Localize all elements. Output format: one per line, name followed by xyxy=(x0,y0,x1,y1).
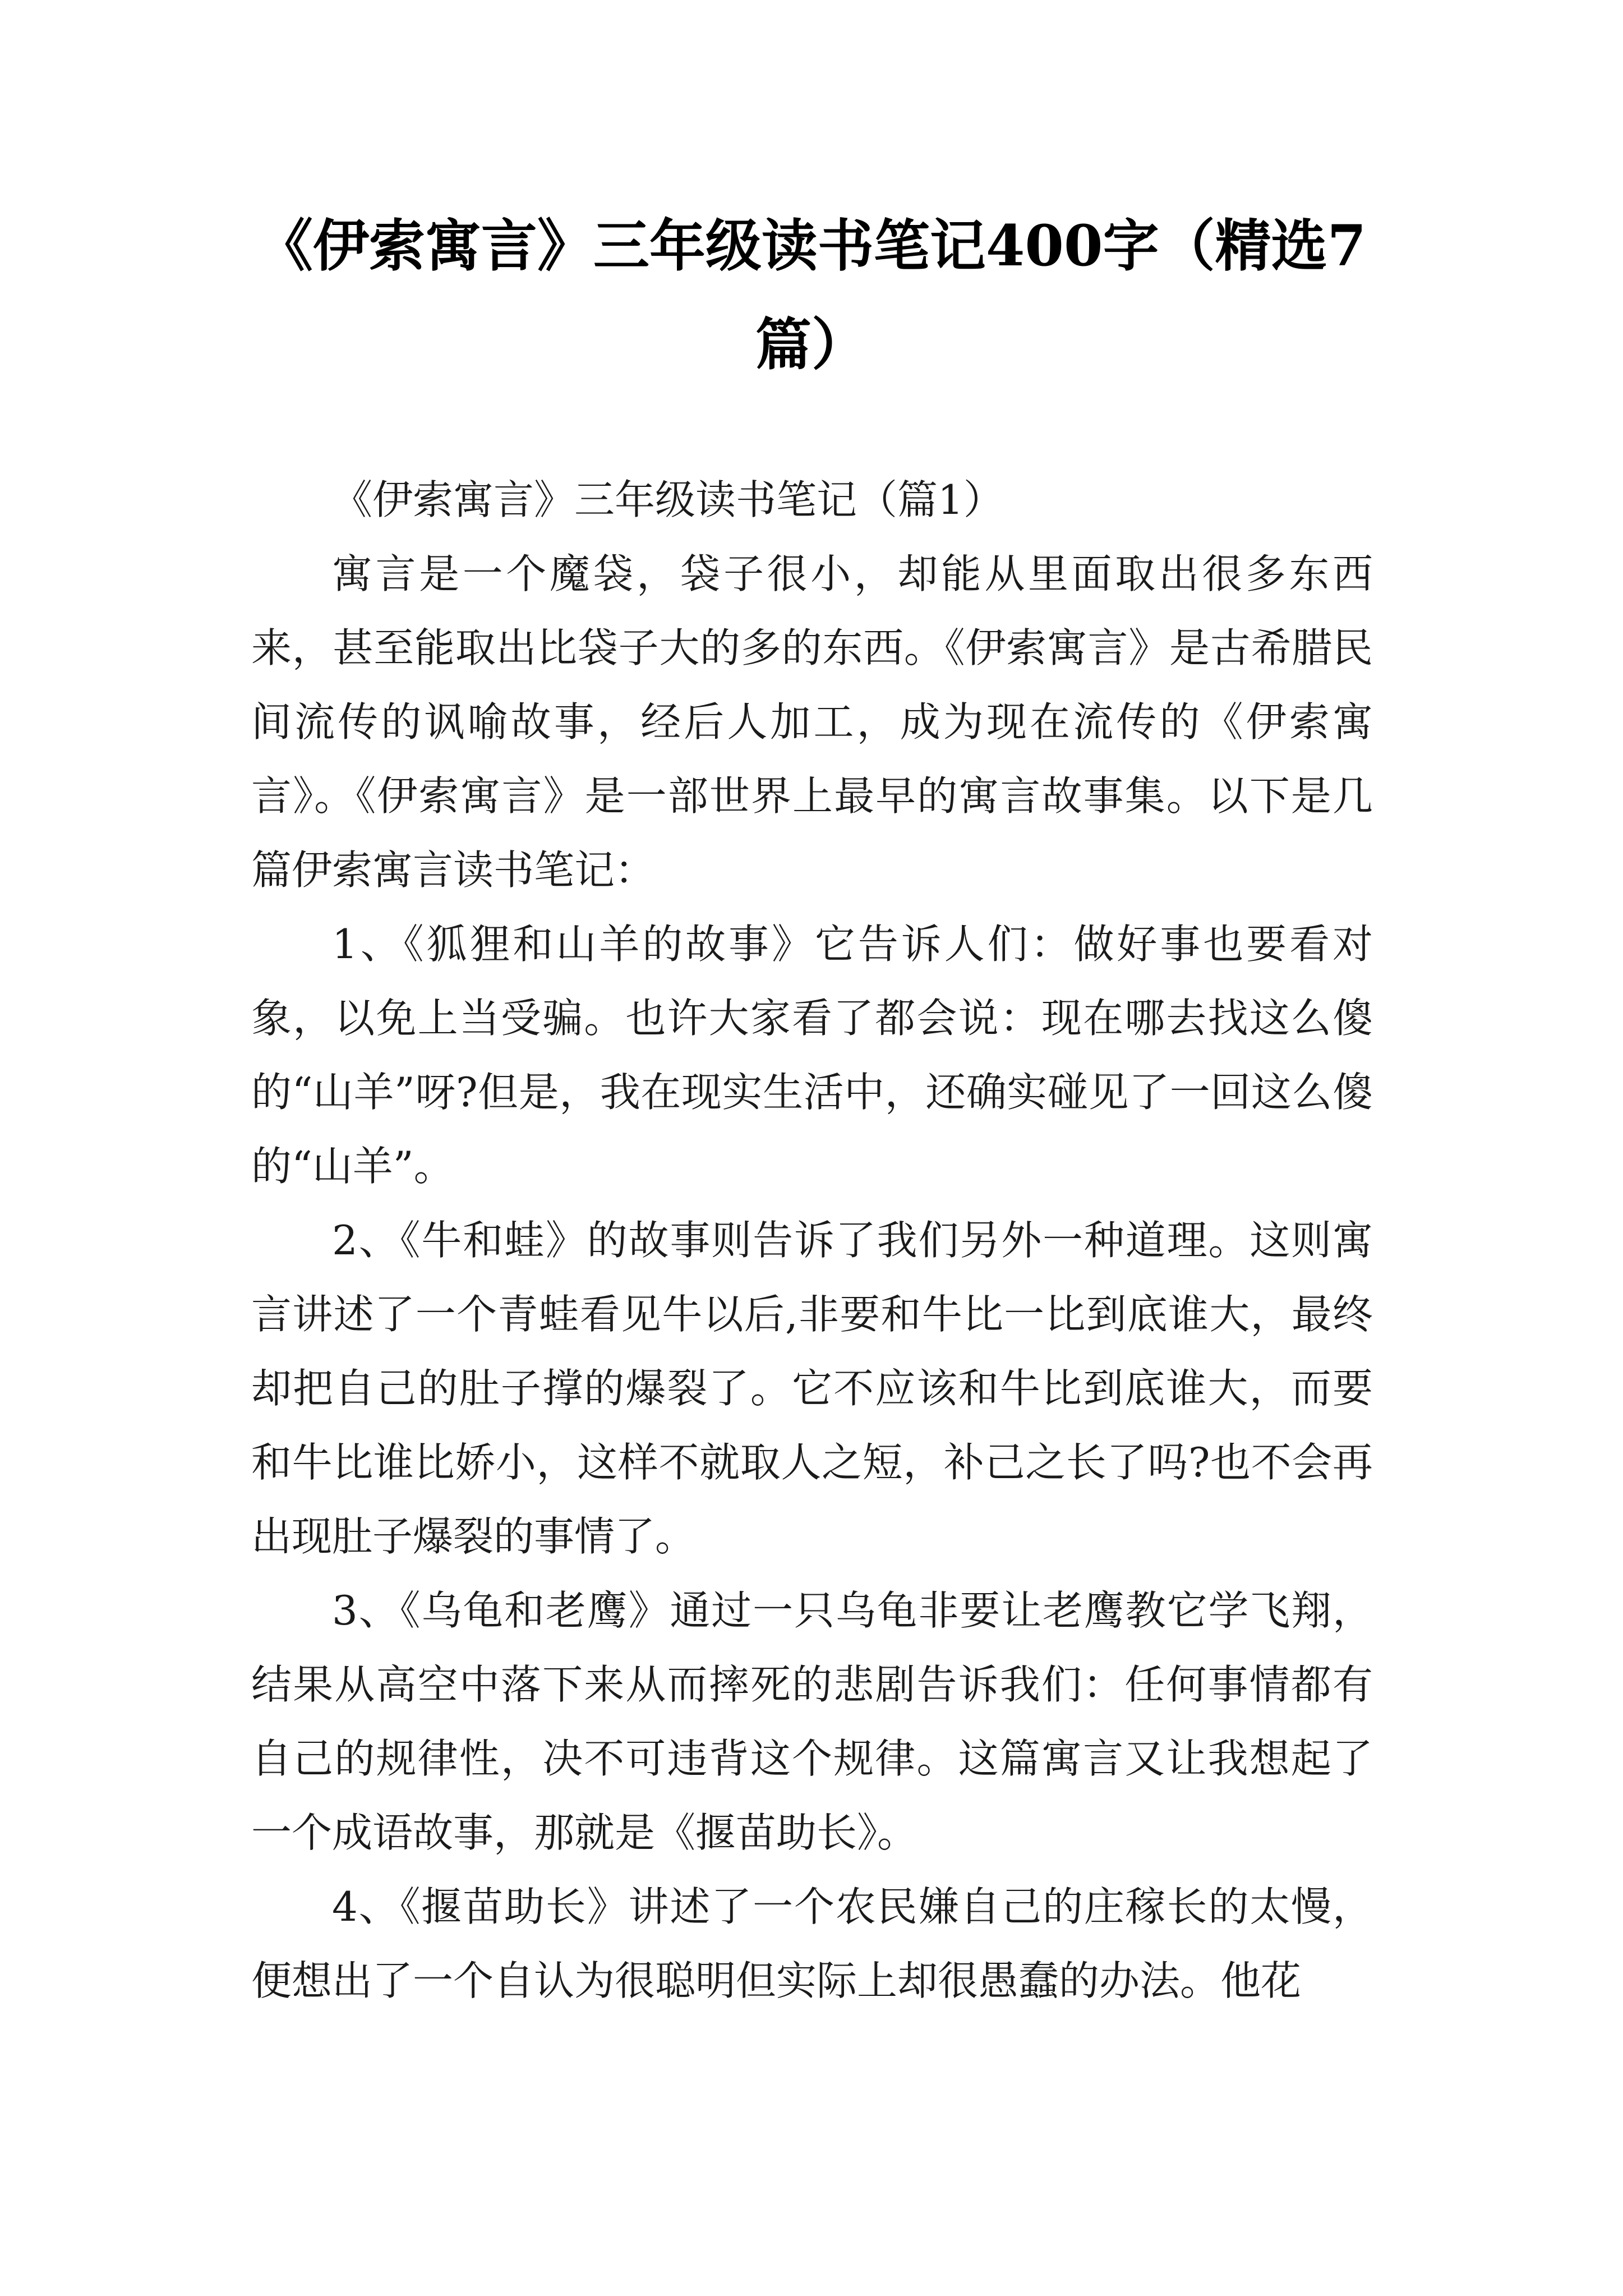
paragraph-pulling-seedlings: 4、《揠苗助长》讲述了一个农民嫌自己的庄稼长的太慢，便想出了一个自认为很聪明但实际上却很愚蠢的办法。他花 xyxy=(251,1883,1373,2004)
document-title: 《伊索寓言》三年级读书笔记400字（精选7篇） xyxy=(256,213,1367,378)
paragraph-intro: 寓言是一个魔袋，袋子很小，却能从里面取出很多东西来，甚至能取出比袋子大的多的东西。《伊索寓言》是古希腊民间流传的讽喻故事，经后人加工，成为现在流传的《伊索寓言》。《伊索寓言》是一部世界上最早的寓言故事集。以下是几篇伊索寓言读书笔记： xyxy=(251,550,1373,894)
paragraph-tortoise-and-eagle: 3、《乌龟和老鹰》通过一只乌龟非要让老鹰教它学飞翔，结果从高空中落下来从而摔死的悲剧告诉我们：任何事情都有自己的规律性，决不可违背这个规律。这篇寓言又让我想起了一个成语故事，那就是《揠苗助长》。 xyxy=(251,1587,1373,1856)
section-heading: 《伊索寓言》三年级读书笔记（篇1） xyxy=(332,476,1004,523)
paragraph-ox-and-frog: 2、《牛和蛙》的故事则告诉了我们另外一种道理。这则寓言讲述了一个青蛙看见牛以后,非要和牛比一比到底谁大，最终却把自己的肚子撑的爆裂了。它不应该和牛比到底谁大，而要和牛比谁比娇小，这样不就取人之短，补己之长了吗?也不会再出现肚子爆裂的事情了。 xyxy=(251,1217,1373,1560)
document-body xyxy=(251,463,1373,2018)
paragraph-fox-and-goat: 1、《狐狸和山羊的故事》它告诉人们：做好事也要看对象，以免上当受骗。也许大家看了都会说：现在哪去找这么傻的“山羊”呀?但是，我在现实生活中，还确实碰见了一回这么傻的“山羊”。 xyxy=(251,921,1373,1190)
